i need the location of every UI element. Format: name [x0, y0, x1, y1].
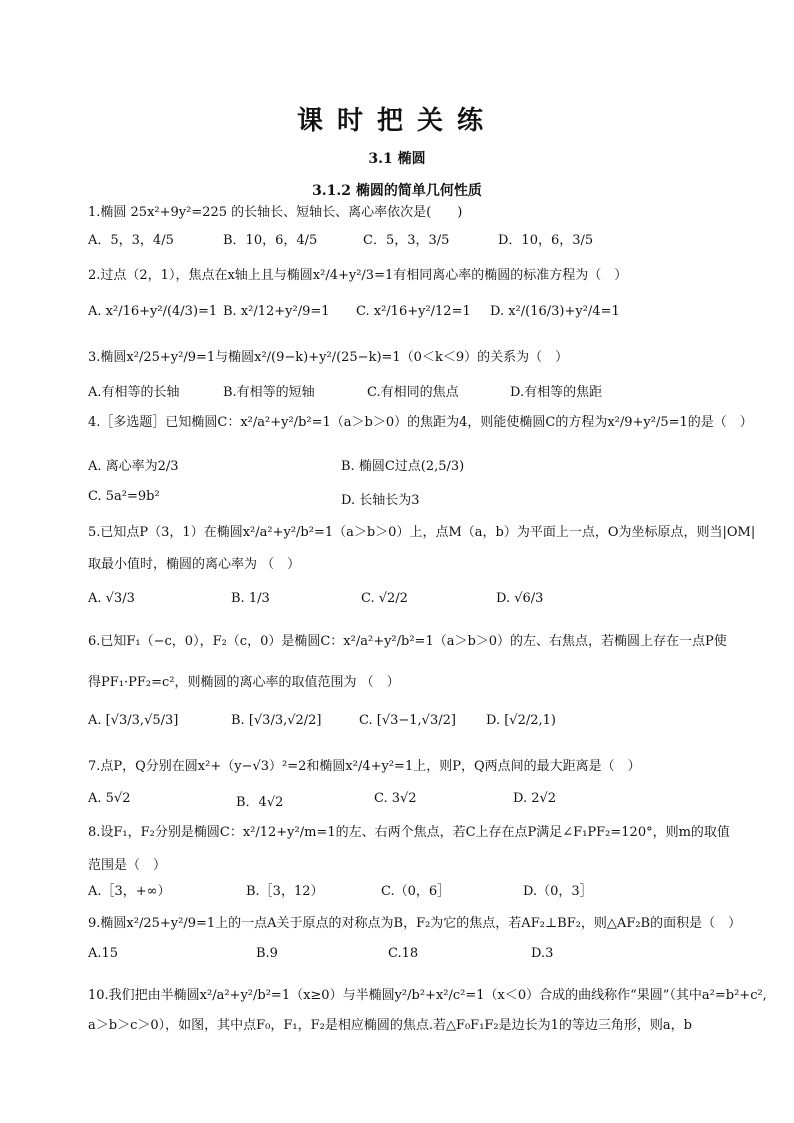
question-4-stem: 4.［多选题］已知椭圆C：x²/a²+y²/b²=1（a＞b＞0）的焦距为4，则能使椭圆C的方程为x²/9+y²/5=1的是（ ） — [88, 415, 753, 430]
page-title: 课时把关练 — [296, 106, 497, 136]
option-d: D. 长轴长为3 — [341, 493, 420, 508]
question-5-stem: 5.已知点P（3，1）在椭圆x²/a²+y²/b²=1（a＞b＞0）上，点M（a，b）为平面上一点，O为坐标原点，则当|OM| — [88, 525, 756, 540]
question-1-options — [88, 229, 748, 251]
option-a: A.有相等的长轴 — [88, 385, 180, 400]
question-3-options — [88, 381, 748, 403]
option-d: D．10，6，3/5 — [498, 233, 594, 248]
option-a: A. x²/16+y²/(4/3)=1 — [88, 304, 218, 319]
option-b: B.［3，12） — [246, 884, 324, 899]
question-8-options — [88, 880, 748, 902]
option-c: C. [√3−1,√3/2] — [359, 713, 456, 728]
question-6-options — [88, 713, 748, 735]
option-d: D. [√2/2,1) — [486, 713, 556, 728]
option-b: B. [√3/3,√2/2] — [231, 713, 322, 728]
option-c: C. 5a²=9b² — [88, 489, 160, 504]
question-2-stem: 2.过点（2，1），焦点在x轴上且与椭圆x²/4+y²/3=1有相同离心率的椭圆的标准方程为（ ） — [88, 268, 628, 283]
option-c: C. x²/16+y²/12=1 — [356, 304, 471, 319]
question-10-stem-cont: a＞b＞c＞0），如图，其中点F₀，F₁，F₂是相应椭圆的焦点.若△F₀F₁F₂是边长为1的等边三角形，则a，b — [88, 1018, 692, 1033]
question-4-options-row1 — [88, 455, 748, 477]
option-a: A. √3/3 — [88, 591, 135, 606]
option-c: C．5，3，3/5 — [363, 233, 450, 248]
option-a: A. [√3/3,√5/3] — [88, 713, 179, 728]
option-b: B.有相等的短轴 — [223, 385, 315, 400]
question-9-options — [88, 946, 748, 968]
question-4-options-row2 — [88, 489, 748, 511]
option-d: D.3 — [531, 946, 554, 961]
option-d: D. 2√2 — [513, 791, 557, 806]
question-9-stem: 9.椭圆x²/25+y²/9=1上的一点A关于原点的对称点为B，F₂为它的焦点，若AF₂⊥BF₂，则△AF₂B的面积是（ ） — [88, 916, 742, 931]
option-c: C.18 — [388, 946, 419, 961]
option-b: B.9 — [256, 946, 278, 961]
option-d: D.（0，3］ — [523, 884, 593, 899]
option-b: B．10，6，4/5 — [223, 233, 318, 248]
question-5-options — [88, 591, 748, 613]
question-5-stem-cont: 取最小值时，椭圆的离心率为 （ ） — [88, 557, 301, 572]
question-10-stem: 10.我们把由半椭圆x²/a²+y²/b²=1（x≥0）与半椭圆y²/b²+x²/c²=1（x＜0）合成的曲线称作“果圆”（其中a²=b²+c², — [88, 988, 767, 1003]
question-2-options — [88, 304, 748, 326]
question-8-stem-cont: 范围是（ ） — [88, 858, 167, 873]
question-7-options — [88, 791, 748, 813]
option-b: B. x²/12+y²/9=1 — [223, 304, 330, 319]
option-a: A．5，3，4/5 — [88, 233, 174, 248]
subsection-heading: 3.1.2 椭圆的简单几何性质 — [312, 183, 482, 199]
option-c: C.有相同的焦点 — [367, 385, 459, 400]
option-a: A. 5√2 — [88, 791, 131, 806]
option-c: C. √2/2 — [361, 591, 408, 606]
option-a: A.［3，+∞） — [88, 884, 171, 899]
option-c: C.（0，6］ — [381, 884, 451, 899]
option-b: B．4√2 — [236, 795, 284, 810]
option-b: B. 1/3 — [231, 591, 270, 606]
question-6-stem: 6.已知F₁（−c，0），F₂（c，0）是椭圆C：x²/a²+y²/b²=1（a＞b＞0）的左、右焦点，若椭圆上存在一点P使 — [88, 634, 727, 649]
option-c: C. 3√2 — [374, 791, 417, 806]
option-b: B. 椭圆C过点(2,5/3) — [341, 459, 465, 474]
question-8-stem: 8.设F₁，F₂分别是椭圆C：x²/12+y²/m=1的左、右两个焦点，若C上存在点P满足∠F₁PF₂=120°，则m的取值 — [88, 825, 730, 840]
question-6-stem-cont: 得PF₁·PF₂=c²，则椭圆的离心率的取值范围为 （ ） — [88, 675, 400, 690]
question-3-stem: 3.椭圆x²/25+y²/9=1与椭圆x²/(9−k)+y²/(25−k)=1（0＜k＜9）的关系为（ ） — [88, 350, 569, 365]
question-7-stem: 7.点P，Q分别在圆x²+（y−√3）²=2和椭圆x²/4+y²=1上，则P，Q两点间的最大距离是（ ） — [88, 759, 641, 774]
question-1-stem: 1.椭圆 25x²+9y²=225 的长轴长、短轴长、离心率依次是( ) — [88, 205, 463, 220]
option-d: D.有相等的焦距 — [510, 385, 603, 400]
section-heading: 3.1 椭圆 — [368, 151, 426, 167]
option-a: A.15 — [88, 946, 119, 961]
option-d: D. x²/(16/3)+y²/4=1 — [490, 304, 620, 319]
option-d: D. √6/3 — [496, 591, 544, 606]
option-a: A. 离心率为2/3 — [88, 459, 179, 474]
